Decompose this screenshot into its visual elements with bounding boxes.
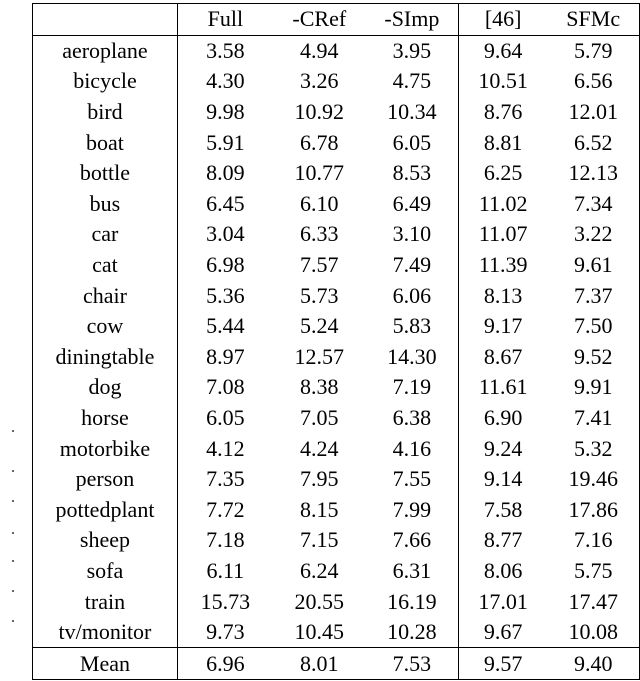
value-cell: 4.94 (300, 37, 339, 63)
row-label: cow (33, 311, 178, 342)
value-cell: 14.30 (366, 342, 459, 373)
value-cell: 5.44 (206, 313, 245, 339)
value-cell: 4.16 (366, 433, 459, 464)
row-label: aeroplane (33, 35, 178, 66)
value-cell: 5.75 (547, 556, 639, 587)
value-cell: 7.41 (547, 403, 639, 434)
table-row (33, 127, 640, 158)
value-cell: 9.98 (206, 99, 245, 125)
value-cell: 7.16 (547, 525, 639, 556)
table-row (33, 586, 640, 617)
row-label: bird (33, 97, 178, 128)
value-cell: 6.90 (483, 405, 523, 431)
value-cell: 7.35 (206, 466, 245, 492)
value-cell: 7.49 (366, 250, 459, 281)
value-cell: 11.07 (478, 221, 528, 247)
value-cell: 7.57 (300, 252, 339, 278)
value-cell: 4.12 (206, 435, 245, 461)
value-cell: 8.15 (300, 496, 339, 522)
value-cell: 3.22 (547, 219, 639, 250)
table-row (33, 189, 640, 220)
table-row (33, 525, 640, 556)
value-cell: 5.32 (547, 433, 639, 464)
value-cell: 7.55 (366, 464, 459, 495)
value-cell: 9.91 (547, 372, 639, 403)
value-cell: 6.05 (366, 127, 459, 158)
value-cell: 7.95 (300, 466, 339, 492)
value-cell: 8.38 (300, 374, 339, 400)
value-cell: 5.83 (366, 311, 459, 342)
value-cell: 9.64 (483, 37, 523, 63)
header-cell-sfmc: SFMc (547, 4, 639, 36)
value-cell: 9.24 (483, 435, 523, 461)
value-cell: 7.34 (547, 189, 639, 220)
value-cell: 11.61 (478, 374, 528, 400)
table-row (33, 97, 640, 128)
mean-value-cell: 9.57 (458, 648, 547, 680)
results-table (32, 3, 640, 680)
table-row (33, 219, 640, 250)
value-cell: 8.67 (483, 343, 523, 369)
mean-label: Mean (33, 648, 178, 680)
row-label: tv/monitor (33, 617, 178, 648)
value-cell: 17.47 (547, 586, 639, 617)
value-cell: 6.24 (300, 557, 339, 583)
table-row (33, 617, 640, 648)
value-cell: 6.11 (206, 557, 245, 583)
value-cell: 12.01 (547, 97, 639, 128)
mean-row (33, 648, 640, 680)
value-cell: 7.50 (547, 311, 639, 342)
value-cell: 7.15 (300, 527, 339, 553)
table-row (33, 372, 640, 403)
table-body (33, 35, 640, 679)
header-cell-full: Full (177, 4, 272, 36)
value-cell: 9.61 (547, 250, 639, 281)
row-label: train (33, 586, 178, 617)
table-row (33, 311, 640, 342)
margin-scan-marks (10, 420, 18, 630)
table-row (33, 433, 640, 464)
value-cell: 10.34 (366, 97, 459, 128)
row-label: bus (33, 189, 178, 220)
value-cell: 5.36 (206, 282, 245, 308)
row-label: diningtable (33, 342, 178, 373)
value-cell: 10.92 (294, 99, 345, 125)
value-cell: 9.52 (547, 342, 639, 373)
value-cell: 8.76 (483, 99, 523, 125)
table-row (33, 556, 640, 587)
value-cell: 7.66 (366, 525, 459, 556)
table-row (33, 464, 640, 495)
value-cell: 6.52 (547, 127, 639, 158)
header-cell-ref46: [46] (458, 4, 547, 36)
table-row (33, 403, 640, 434)
value-cell: 7.99 (366, 495, 459, 526)
value-cell: 6.56 (547, 66, 639, 97)
value-cell: 5.91 (206, 129, 245, 155)
header-cell-cref: -CRef (273, 4, 366, 36)
value-cell: 3.95 (366, 35, 459, 66)
value-cell: 6.25 (483, 160, 523, 186)
value-cell: 17.01 (478, 588, 528, 614)
value-cell: 10.77 (294, 160, 345, 186)
row-label: cat (33, 250, 178, 281)
value-cell: 19.46 (547, 464, 639, 495)
table-row (33, 495, 640, 526)
value-cell: 8.77 (483, 527, 523, 553)
value-cell: 4.75 (366, 66, 459, 97)
value-cell: 8.97 (206, 343, 245, 369)
value-cell: 9.73 (206, 619, 245, 645)
value-cell: 3.10 (366, 219, 459, 250)
value-cell: 7.19 (366, 372, 459, 403)
header-cell-empty (33, 4, 178, 36)
value-cell: 3.04 (206, 221, 245, 247)
value-cell: 7.72 (206, 496, 245, 522)
value-cell: 8.09 (206, 160, 245, 186)
mean-value-cell: 7.53 (366, 648, 459, 680)
value-cell: 11.39 (478, 252, 528, 278)
value-cell: 12.13 (547, 158, 639, 189)
value-cell: 11.02 (478, 190, 528, 216)
value-cell: 15.73 (200, 588, 251, 614)
table-row (33, 158, 640, 189)
value-cell: 6.10 (300, 190, 339, 216)
value-cell: 8.06 (483, 557, 523, 583)
value-cell: 5.24 (300, 313, 339, 339)
value-cell: 12.57 (294, 343, 345, 369)
value-cell: 20.55 (294, 588, 345, 614)
mean-value-cell: 6.96 (177, 648, 272, 680)
value-cell: 9.17 (483, 313, 523, 339)
value-cell: 10.08 (547, 617, 639, 648)
value-cell: 6.31 (366, 556, 459, 587)
value-cell: 6.05 (206, 405, 245, 431)
value-cell: 7.08 (206, 374, 245, 400)
value-cell: 7.05 (300, 405, 339, 431)
value-cell: 7.18 (206, 527, 245, 553)
value-cell: 9.67 (483, 619, 523, 645)
value-cell: 6.06 (366, 280, 459, 311)
header-cell-simp: -SImp (366, 4, 459, 36)
value-cell: 10.51 (478, 68, 528, 94)
table-row (33, 35, 640, 66)
table-row (33, 280, 640, 311)
value-cell: 6.98 (206, 252, 245, 278)
value-cell: 4.24 (300, 435, 339, 461)
value-cell: 6.33 (300, 221, 339, 247)
value-cell: 6.45 (206, 190, 245, 216)
value-cell: 6.49 (366, 189, 459, 220)
row-label: dog (33, 372, 178, 403)
row-label: boat (33, 127, 178, 158)
row-label: chair (33, 280, 178, 311)
value-cell: 5.79 (547, 35, 639, 66)
table-row (33, 66, 640, 97)
row-label: car (33, 219, 178, 250)
value-cell: 4.30 (206, 68, 245, 94)
row-label: motorbike (33, 433, 178, 464)
mean-value-cell: 8.01 (273, 648, 366, 680)
value-cell: 6.38 (366, 403, 459, 434)
value-cell: 17.86 (547, 495, 639, 526)
value-cell: 6.78 (300, 129, 339, 155)
table-row (33, 250, 640, 281)
value-cell: 5.73 (300, 282, 339, 308)
row-label: bicycle (33, 66, 178, 97)
value-cell: 7.58 (483, 496, 523, 522)
value-cell: 3.26 (300, 68, 339, 94)
value-cell: 7.37 (547, 280, 639, 311)
value-cell: 8.53 (366, 158, 459, 189)
row-label: horse (33, 403, 178, 434)
table-row (33, 342, 640, 373)
row-label: sofa (33, 556, 178, 587)
header-row (33, 4, 640, 36)
value-cell: 8.81 (483, 129, 523, 155)
value-cell: 10.28 (366, 617, 459, 648)
row-label: bottle (33, 158, 178, 189)
mean-value-cell: 9.40 (547, 648, 639, 680)
value-cell: 8.13 (483, 282, 523, 308)
row-label: pottedplant (33, 495, 178, 526)
value-cell: 3.58 (206, 37, 245, 63)
value-cell: 16.19 (366, 586, 459, 617)
value-cell: 10.45 (294, 619, 345, 645)
row-label: person (33, 464, 178, 495)
row-label: sheep (33, 525, 178, 556)
value-cell: 9.14 (483, 466, 523, 492)
